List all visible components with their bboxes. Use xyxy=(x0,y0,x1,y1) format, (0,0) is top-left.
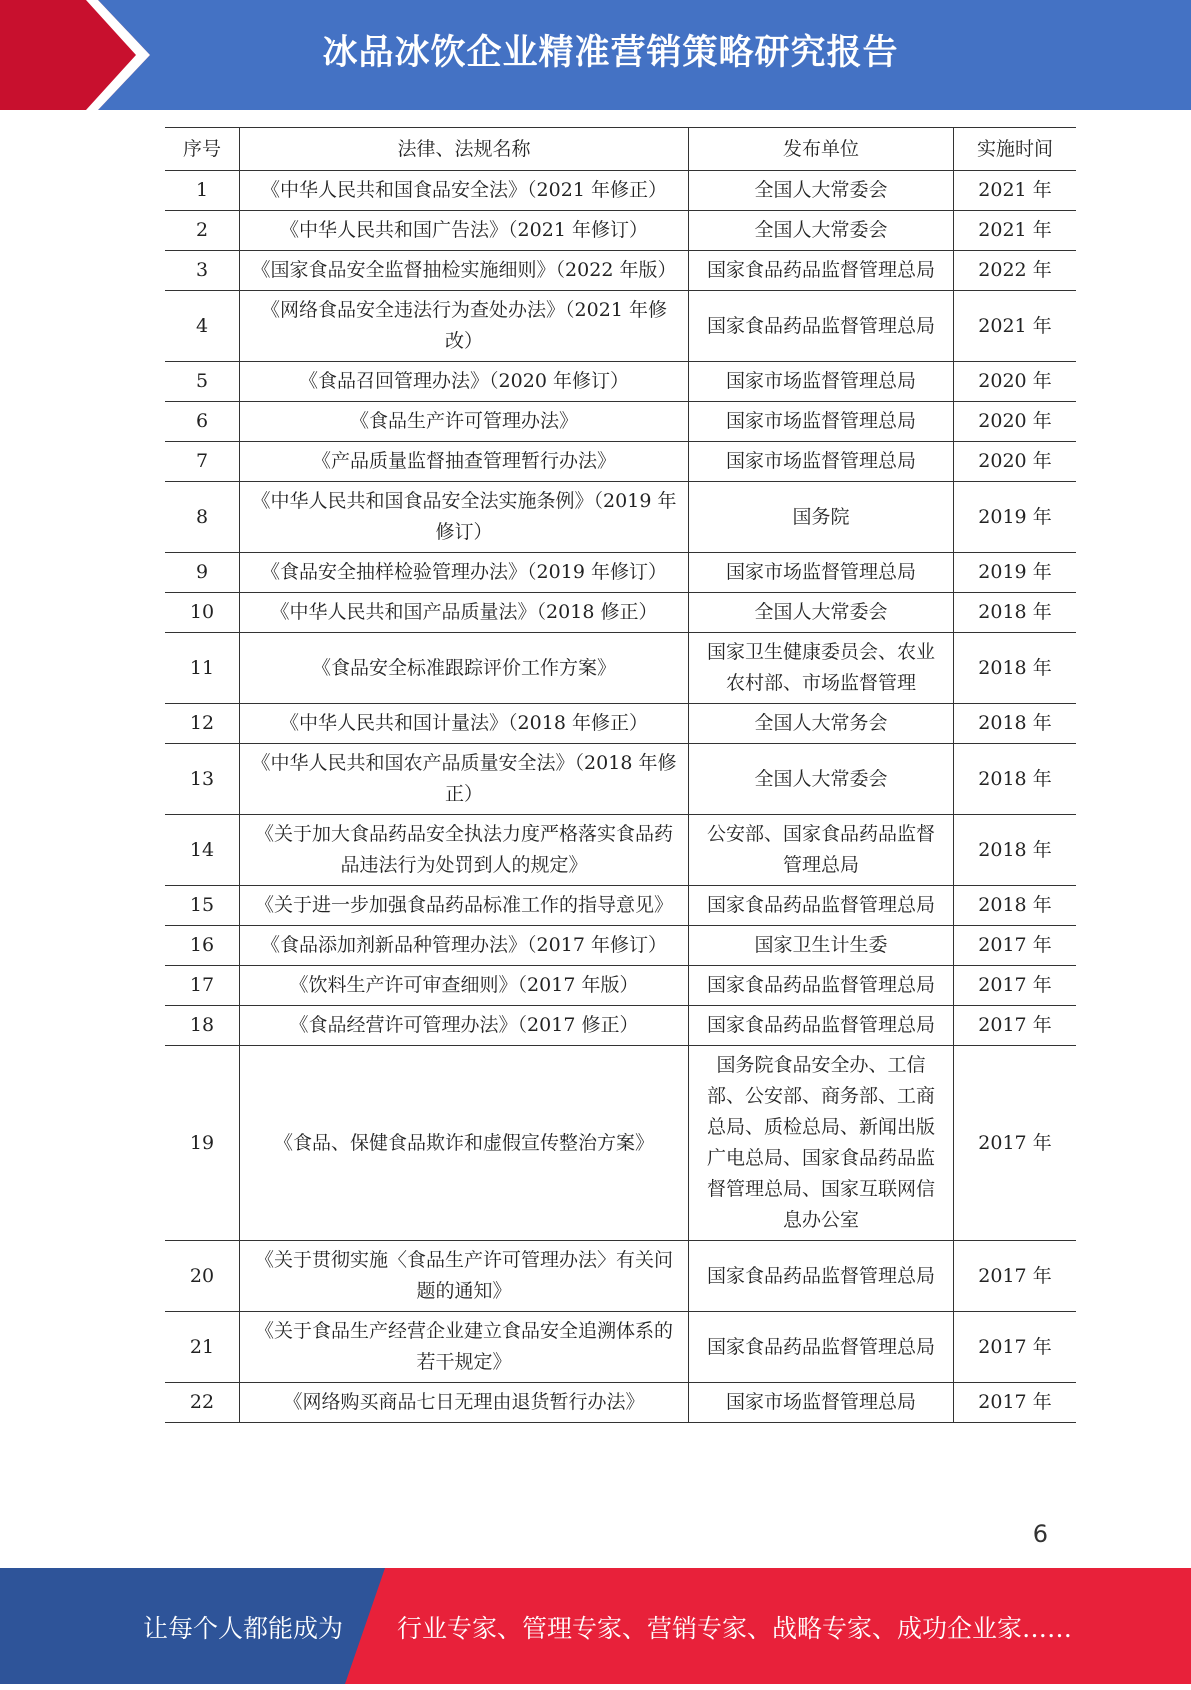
cell-date: 2018 年 xyxy=(954,886,1077,926)
cell-no: 1 xyxy=(165,171,240,211)
cell-date: 2017 年 xyxy=(954,1241,1077,1312)
cell-unit: 国家食品药品监督管理总局 xyxy=(689,1312,954,1383)
cell-name: 《网络购买商品七日无理由退货暂行办法》 xyxy=(240,1383,689,1423)
cell-unit: 国家卫生计生委 xyxy=(689,926,954,966)
cell-no: 10 xyxy=(165,593,240,633)
table-row xyxy=(165,211,1076,251)
cell-no: 4 xyxy=(165,291,240,362)
cell-unit: 国家市场监督管理总局 xyxy=(689,553,954,593)
cell-date: 2022 年 xyxy=(954,251,1077,291)
table-row xyxy=(165,966,1076,1006)
cell-no: 9 xyxy=(165,553,240,593)
cell-date: 2018 年 xyxy=(954,815,1077,886)
cell-date: 2017 年 xyxy=(954,1006,1077,1046)
cell-date: 2020 年 xyxy=(954,362,1077,402)
cell-no: 7 xyxy=(165,442,240,482)
footer-slogan-right: 行业专家、管理专家、营销专家、战略专家、成功企业家…… xyxy=(397,1614,1073,1643)
cell-date: 2017 年 xyxy=(954,926,1077,966)
cell-no: 11 xyxy=(165,633,240,704)
cell-unit: 全国人大常务会 xyxy=(689,704,954,744)
table-row xyxy=(165,744,1076,815)
cell-date: 2021 年 xyxy=(954,291,1077,362)
table-row xyxy=(165,886,1076,926)
cell-unit: 国家食品药品监督管理总局 xyxy=(689,1006,954,1046)
cell-unit: 全国人大常委会 xyxy=(689,593,954,633)
cell-name: 《食品召回管理办法》（2020 年修订） xyxy=(240,362,689,402)
table-row xyxy=(165,442,1076,482)
cell-name: 《国家食品安全监督抽检实施细则》（2022 年版） xyxy=(240,251,689,291)
cell-date: 2021 年 xyxy=(954,211,1077,251)
cell-unit: 国务院 xyxy=(689,482,954,553)
table-row xyxy=(165,1006,1076,1046)
table-row xyxy=(165,402,1076,442)
cell-name: 《关于加大食品药品安全执法力度严格落实食品药品违法行为处罚到人的规定》 xyxy=(240,815,689,886)
cell-unit: 国家市场监督管理总局 xyxy=(689,442,954,482)
table-row xyxy=(165,1383,1076,1423)
cell-unit: 国家食品药品监督管理总局 xyxy=(689,886,954,926)
cell-unit: 国家食品药品监督管理总局 xyxy=(689,966,954,1006)
footer-slogan-left: 让每个人都能成为 xyxy=(143,1614,344,1643)
table-row xyxy=(165,553,1076,593)
cell-no: 18 xyxy=(165,1006,240,1046)
cell-name: 《饮料生产许可审查细则》（2017 年版） xyxy=(240,966,689,1006)
page-footer xyxy=(0,1568,1191,1684)
table-row xyxy=(165,593,1076,633)
cell-no: 16 xyxy=(165,926,240,966)
cell-date: 2021 年 xyxy=(954,171,1077,211)
table-row xyxy=(165,1312,1076,1383)
table-row xyxy=(165,251,1076,291)
cell-date: 2017 年 xyxy=(954,966,1077,1006)
cell-unit: 国家卫生健康委员会、农业农村部、市场监督管理 xyxy=(689,633,954,704)
cell-name: 《食品添加剂新品种管理办法》（2017 年修订） xyxy=(240,926,689,966)
cell-name: 《中华人民共和国食品安全法》（2021 年修正） xyxy=(240,171,689,211)
page-number: 6 xyxy=(1032,1520,1048,1548)
cell-date: 2019 年 xyxy=(954,482,1077,553)
cell-name: 《中华人民共和国广告法》（2021 年修订） xyxy=(240,211,689,251)
cell-no: 8 xyxy=(165,482,240,553)
table-header-row xyxy=(165,128,1076,171)
cell-name: 《中华人民共和国产品质量法》（2018 修正） xyxy=(240,593,689,633)
cell-unit: 全国人大常委会 xyxy=(689,211,954,251)
table-row xyxy=(165,815,1076,886)
table-row xyxy=(165,482,1076,553)
cell-date: 2017 年 xyxy=(954,1383,1077,1423)
report-title: 冰品冰饮企业精准营销策略研究报告 xyxy=(322,33,899,73)
column-header-date: 实施时间 xyxy=(954,128,1077,171)
cell-unit: 公安部、国家食品药品监督管理总局 xyxy=(689,815,954,886)
table-row xyxy=(165,1241,1076,1312)
cell-name: 《食品、保健食品欺诈和虚假宣传整治方案》 xyxy=(240,1046,689,1241)
table-body xyxy=(165,171,1076,1423)
cell-no: 3 xyxy=(165,251,240,291)
cell-name: 《产品质量监督抽查管理暂行办法》 xyxy=(240,442,689,482)
cell-unit: 国家市场监督管理总局 xyxy=(689,1383,954,1423)
cell-name: 《关于食品生产经营企业建立食品安全追溯体系的若干规定》 xyxy=(240,1312,689,1383)
cell-unit: 国家食品药品监督管理总局 xyxy=(689,1241,954,1312)
column-header-no: 序号 xyxy=(165,128,240,171)
cell-no: 22 xyxy=(165,1383,240,1423)
regulations-table xyxy=(165,127,1076,1423)
table-row xyxy=(165,1046,1076,1241)
cell-no: 6 xyxy=(165,402,240,442)
column-header-name: 法律、法规名称 xyxy=(240,128,689,171)
cell-name: 《食品安全抽样检验管理办法》（2019 年修订） xyxy=(240,553,689,593)
table-row xyxy=(165,362,1076,402)
cell-date: 2018 年 xyxy=(954,744,1077,815)
cell-no: 14 xyxy=(165,815,240,886)
cell-date: 2019 年 xyxy=(954,553,1077,593)
cell-date: 2017 年 xyxy=(954,1312,1077,1383)
cell-no: 13 xyxy=(165,744,240,815)
cell-date: 2018 年 xyxy=(954,704,1077,744)
cell-unit: 国务院食品安全办、工信部、公安部、商务部、工商总局、质检总局、新闻出版广电总局、国家食品药品监督管理总局、国家互联网信息办公室 xyxy=(689,1046,954,1241)
cell-name: 《关于贯彻实施〈食品生产许可管理办法〉有关问题的通知》 xyxy=(240,1241,689,1312)
table-row xyxy=(165,704,1076,744)
cell-unit: 全国人大常委会 xyxy=(689,744,954,815)
cell-no: 15 xyxy=(165,886,240,926)
column-header-unit: 发布单位 xyxy=(689,128,954,171)
cell-date: 2017 年 xyxy=(954,1046,1077,1241)
cell-name: 《食品经营许可管理办法》（2017 修正） xyxy=(240,1006,689,1046)
cell-name: 《中华人民共和国食品安全法实施条例》（2019 年修订） xyxy=(240,482,689,553)
cell-unit: 国家食品药品监督管理总局 xyxy=(689,251,954,291)
cell-unit: 全国人大常委会 xyxy=(689,171,954,211)
cell-name: 《中华人民共和国计量法》（2018 年修正） xyxy=(240,704,689,744)
cell-no: 21 xyxy=(165,1312,240,1383)
cell-name: 《网络食品安全违法行为查处办法》（2021 年修改） xyxy=(240,291,689,362)
cell-no: 19 xyxy=(165,1046,240,1241)
cell-date: 2020 年 xyxy=(954,442,1077,482)
cell-unit: 国家食品药品监督管理总局 xyxy=(689,291,954,362)
cell-no: 20 xyxy=(165,1241,240,1312)
cell-date: 2018 年 xyxy=(954,633,1077,704)
cell-no: 2 xyxy=(165,211,240,251)
table-row xyxy=(165,291,1076,362)
table-row xyxy=(165,171,1076,211)
cell-name: 《食品生产许可管理办法》 xyxy=(240,402,689,442)
table-row xyxy=(165,633,1076,704)
cell-unit: 国家市场监督管理总局 xyxy=(689,362,954,402)
cell-date: 2018 年 xyxy=(954,593,1077,633)
cell-no: 17 xyxy=(165,966,240,1006)
cell-no: 5 xyxy=(165,362,240,402)
page-header xyxy=(0,0,1191,110)
cell-date: 2020 年 xyxy=(954,402,1077,442)
table-row xyxy=(165,926,1076,966)
cell-no: 12 xyxy=(165,704,240,744)
cell-name: 《中华人民共和国农产品质量安全法》（2018 年修正） xyxy=(240,744,689,815)
cell-name: 《关于进一步加强食品药品标准工作的指导意见》 xyxy=(240,886,689,926)
cell-name: 《食品安全标准跟踪评价工作方案》 xyxy=(240,633,689,704)
cell-unit: 国家市场监督管理总局 xyxy=(689,402,954,442)
